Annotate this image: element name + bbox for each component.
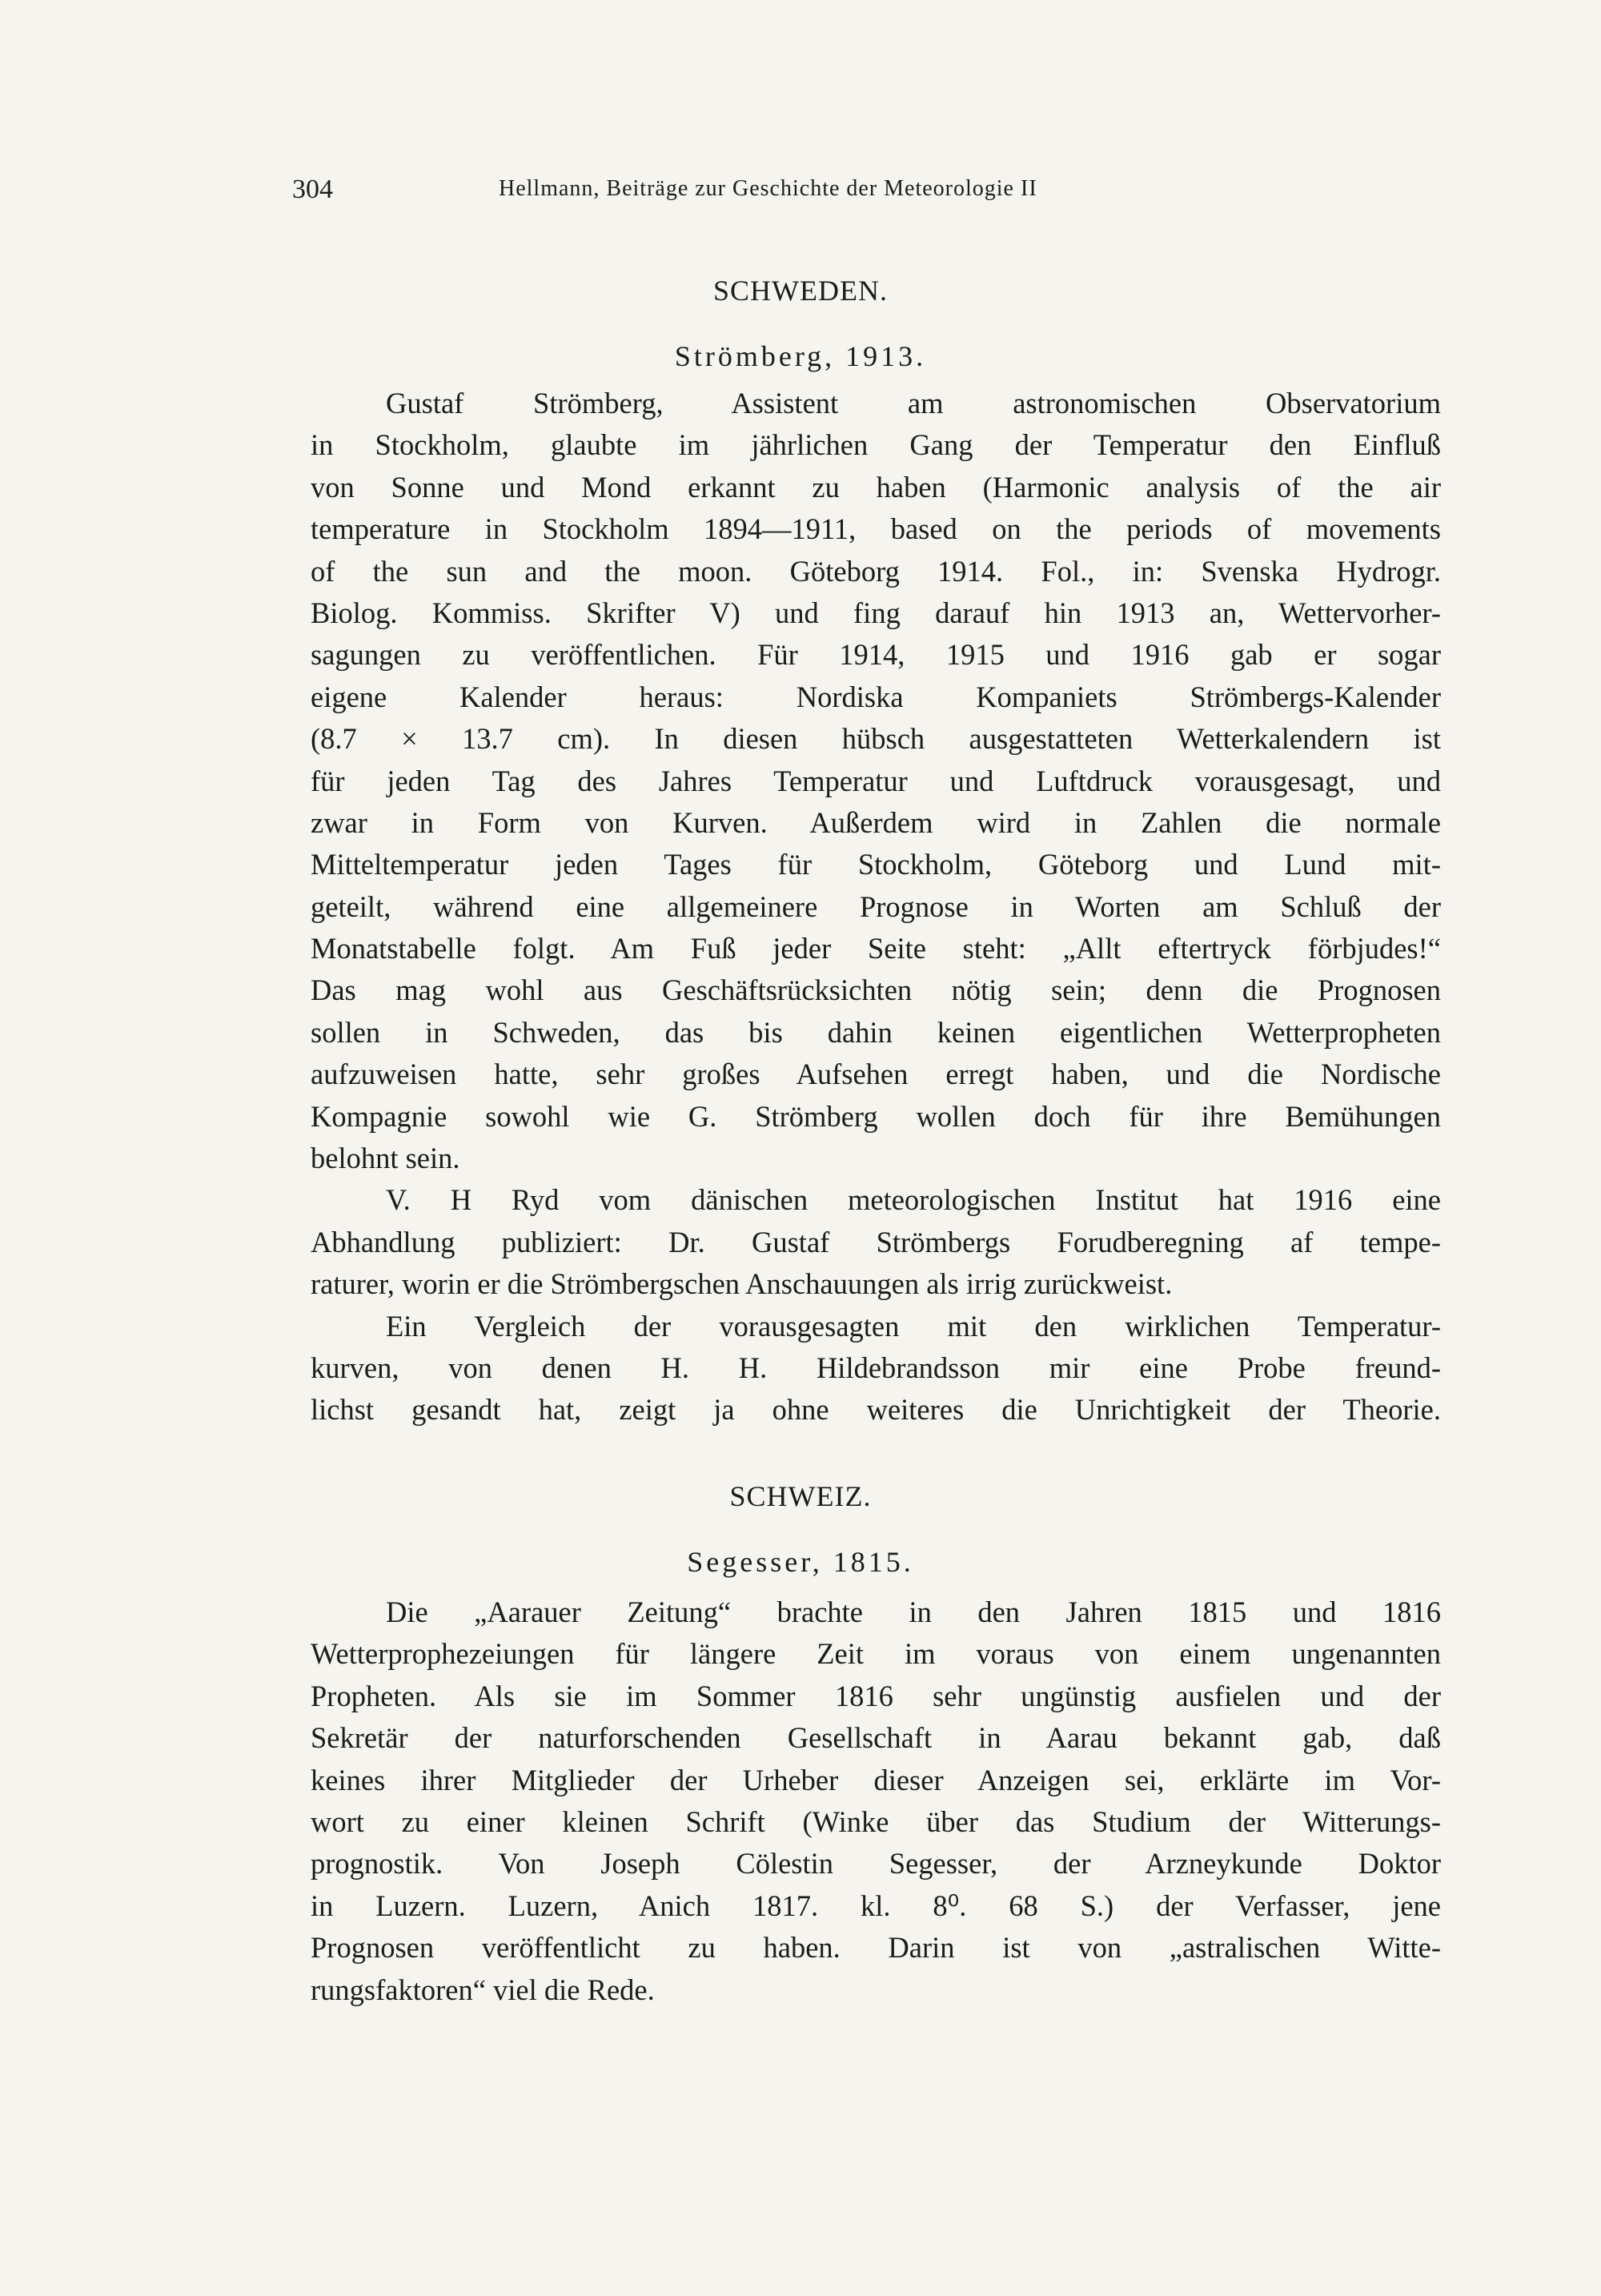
text-line: Sekretär der naturforschenden Gesellschaft in Aarau bekannt gab, daß — [311, 1721, 1441, 1755]
text-line: in Luzern. Luzern, Anich 1817. kl. 8⁰. 68 S.) der Verfasser, jene — [311, 1889, 1441, 1922]
text-line: of the sun and the moon. Göteborg 1914. Fol., in: Svenska Hydrogr. — [311, 554, 1441, 588]
text-line: sagungen zu veröffentlichen. Für 1914, 1915 und 1916 gab er sogar — [311, 638, 1441, 672]
text-line: raturer, worin er die Strömbergschen Anschauungen als irrig zurückweist. — [311, 1267, 1173, 1301]
text-line: Gustaf Strömberg, Assistent am astronomischen Observatorium — [386, 387, 1441, 419]
text-line: rungsfaktoren“ viel die Rede. — [311, 1973, 655, 2006]
text-line: wort zu einer kleinen Schrift (Winke über das Studium der Witterungs- — [311, 1804, 1441, 1838]
text-line: eigene Kalender heraus: Nordiska Kompaniets Strömbergs-Kalender — [311, 680, 1441, 713]
text-line: Abhandlung publiziert: Dr. Gustaf Strömbergs Forudberegning af tempe- — [311, 1225, 1441, 1258]
text-line: für jeden Tag des Jahres Temperatur und Luftdruck vorausgesagt, und — [311, 764, 1441, 797]
page-number: 304 — [292, 175, 333, 204]
text-line: Ein Vergleich der vorausgesagten mit den wirklichen Temperatur- — [386, 1309, 1441, 1343]
text-line: Kompagnie sowohl wie G. Strömberg wollen doch für ihre Bemühungen — [311, 1099, 1441, 1133]
text-line: prognostik. Von Joseph Cölestin Segesser, der Arzneykunde Doktor — [311, 1847, 1441, 1881]
section-heading-schweden: SCHWEDEN. — [713, 275, 888, 307]
text-line: Das mag wohl aus Geschäftsrücksichten nötig sein; denn die Prognosen — [311, 973, 1441, 1007]
entry-heading-stromberg: Strömberg, 1913. — [674, 340, 927, 372]
text-line: Die „Aarauer Zeitung“ brachte in den Jahren 1815 und 1816 — [386, 1596, 1441, 1628]
text-line: aufzuweisen hatte, sehr großes Aufsehen erregt haben, und die Nordische — [311, 1058, 1441, 1091]
text-line: Propheten. Als sie im Sommer 1816 sehr ungünstig ausfielen und der — [311, 1679, 1441, 1712]
text-line: (8.7 × 13.7 cm). In diesen hübsch ausgestatteten Wetterkalendern ist — [311, 722, 1441, 756]
text-line: kurven, von denen H. H. Hildebrandsson mir eine Probe freund- — [311, 1351, 1441, 1384]
text-line: keines ihrer Mitglieder der Urheber dieser Anzeigen sei, erklärte im Vor- — [311, 1763, 1441, 1796]
text-line: in Stockholm, glaubte im jährlichen Gang der Temperatur den Einfluß — [311, 428, 1441, 462]
paragraph-stromberg — [311, 383, 1441, 1431]
text-line: zwar in Form von Kurven. Außerdem wird in Zahlen die normale — [311, 805, 1441, 839]
text-line: temperature in Stockholm 1894—1911, based on the periods of movements — [311, 512, 1441, 546]
running-title: Hellmann, Beiträge zur Geschichte der Meteorologie II — [499, 176, 1037, 201]
running-head — [292, 175, 1429, 213]
text-line: Wetterprophezeiungen für längere Zeit im voraus von einem ungenannten — [311, 1637, 1441, 1671]
text-line: Mitteltemperatur jeden Tages für Stockholm, Göteborg und Lund mit- — [311, 848, 1441, 881]
text-line: sollen in Schweden, das bis dahin keinen eigentlichen Wetterpropheten — [311, 1015, 1441, 1049]
text-line: belohnt sein. — [311, 1142, 460, 1175]
entry-heading-segesser: Segesser, 1815. — [687, 1546, 914, 1578]
text-line: Biolog. Kommiss. Skrifter V) und fing darauf hin 1913 an, Wettervorher- — [311, 596, 1441, 629]
text-line: lichst gesandt hat, zeigt ja ohne weiteres die Unrichtigkeit der Theorie. — [311, 1393, 1441, 1427]
text-line: V. H Ryd vom dänischen meteorologischen Institut hat 1916 eine — [386, 1183, 1441, 1217]
paragraph-segesser — [311, 1592, 1441, 2011]
text-line: Monatstabelle folgt. Am Fuß jeder Seite steht: „Allt eftertryck förbjudes!“ — [311, 932, 1441, 965]
section-heading-schweiz: SCHWEIZ. — [729, 1480, 872, 1512]
text-line: geteilt, während eine allgemeinere Prognose in Worten am Schluß der — [311, 889, 1441, 923]
text-line: Prognosen veröffentlicht zu haben. Darin ist von „astralischen Witte- — [311, 1931, 1441, 1965]
text-line: von Sonne und Mond erkannt zu haben (Harmonic analysis of the air — [311, 470, 1441, 504]
